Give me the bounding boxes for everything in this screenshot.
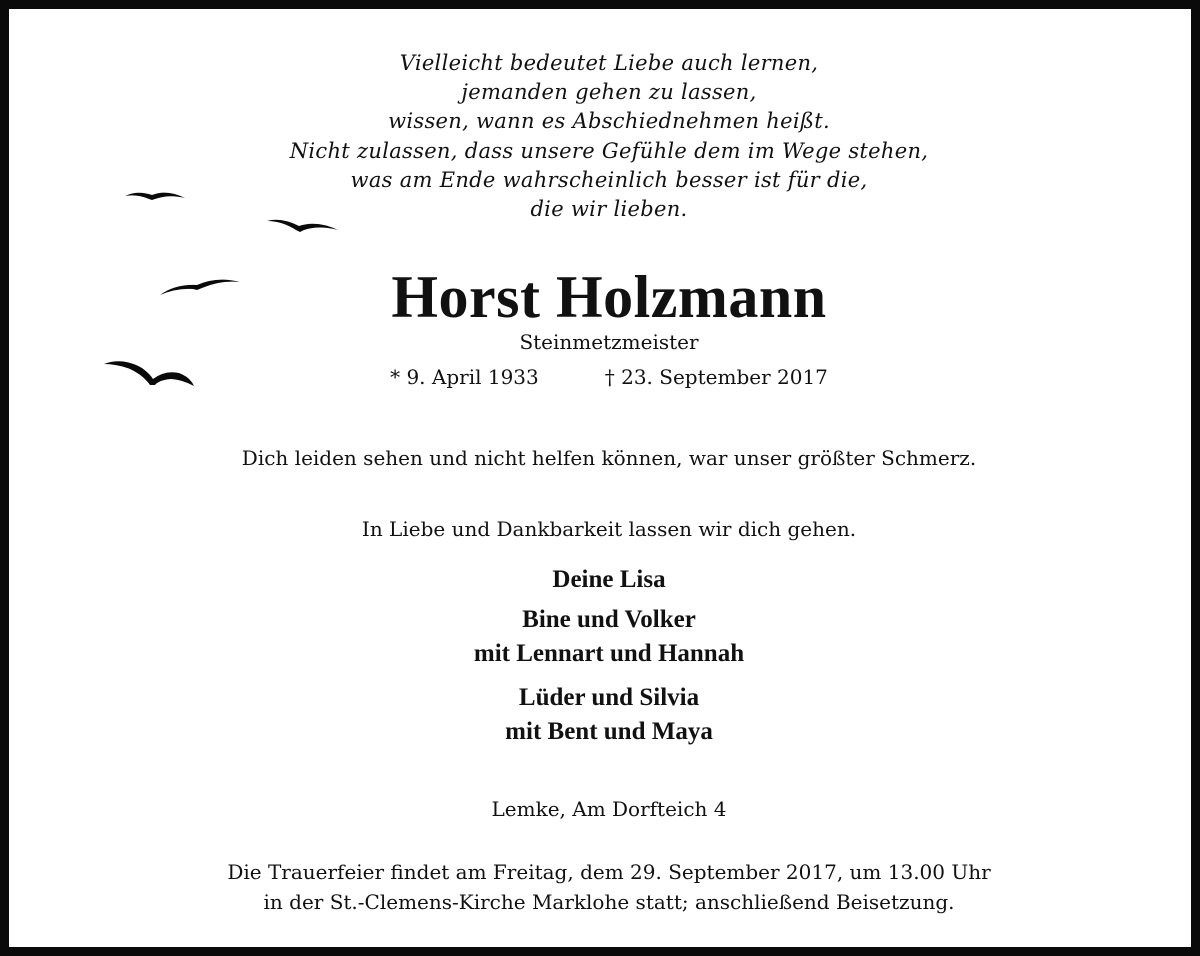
family-address: Lemke, Am Dorfteich 4 [491, 797, 727, 821]
farewell-text: In Liebe und Dankbarkeit lassen wir dich gehen. [361, 517, 857, 541]
quote-text: Dich leiden sehen und nicht helfen können, war unser größter Schmerz. [241, 446, 977, 470]
funeral-service-info [9, 857, 1200, 917]
mourner-name: mit Bent und Maya [505, 718, 713, 745]
poem-line: was am Ende wahrscheinlich besser ist für die, [350, 167, 868, 192]
poem [9, 49, 1200, 224]
poem-line: Nicht zulassen, dass unsere Gefühle dem im Wege stehen, [289, 138, 929, 163]
mourner-name: Bine und Volker [522, 606, 696, 633]
mourner-group [9, 603, 1200, 671]
mourner-name: Lüder und Silvia [518, 684, 700, 711]
poem-line: die wir lieben. [530, 196, 688, 221]
death-date: † 23. September 2017 [604, 365, 828, 389]
mourner-name: mit Lennart und Hannah [473, 640, 745, 667]
mourner-name: Deine Lisa [552, 566, 666, 593]
deceased-profession: Steinmetzmeister [519, 330, 699, 354]
poem-line: wissen, wann es Abschiednehmen heißt. [388, 109, 830, 134]
poem-line: jemanden gehen zu lassen, [461, 80, 757, 105]
birth-date: * 9. April 1933 [390, 365, 539, 389]
deceased-name: Horst Holzmann [391, 264, 827, 330]
mourner-group [9, 681, 1200, 749]
service-line: in der St.-Clemens-Kirche Marklohe statt; anschließend Beisetzung. [263, 890, 955, 914]
poem-line: Vielleicht bedeutet Liebe auch lernen, [399, 51, 819, 75]
service-line: Die Trauerfeier findet am Freitag, dem 29. September 2017, um 13.00 Uhr [227, 860, 991, 884]
mourner-group [9, 563, 1200, 597]
life-dates [9, 363, 1200, 391]
